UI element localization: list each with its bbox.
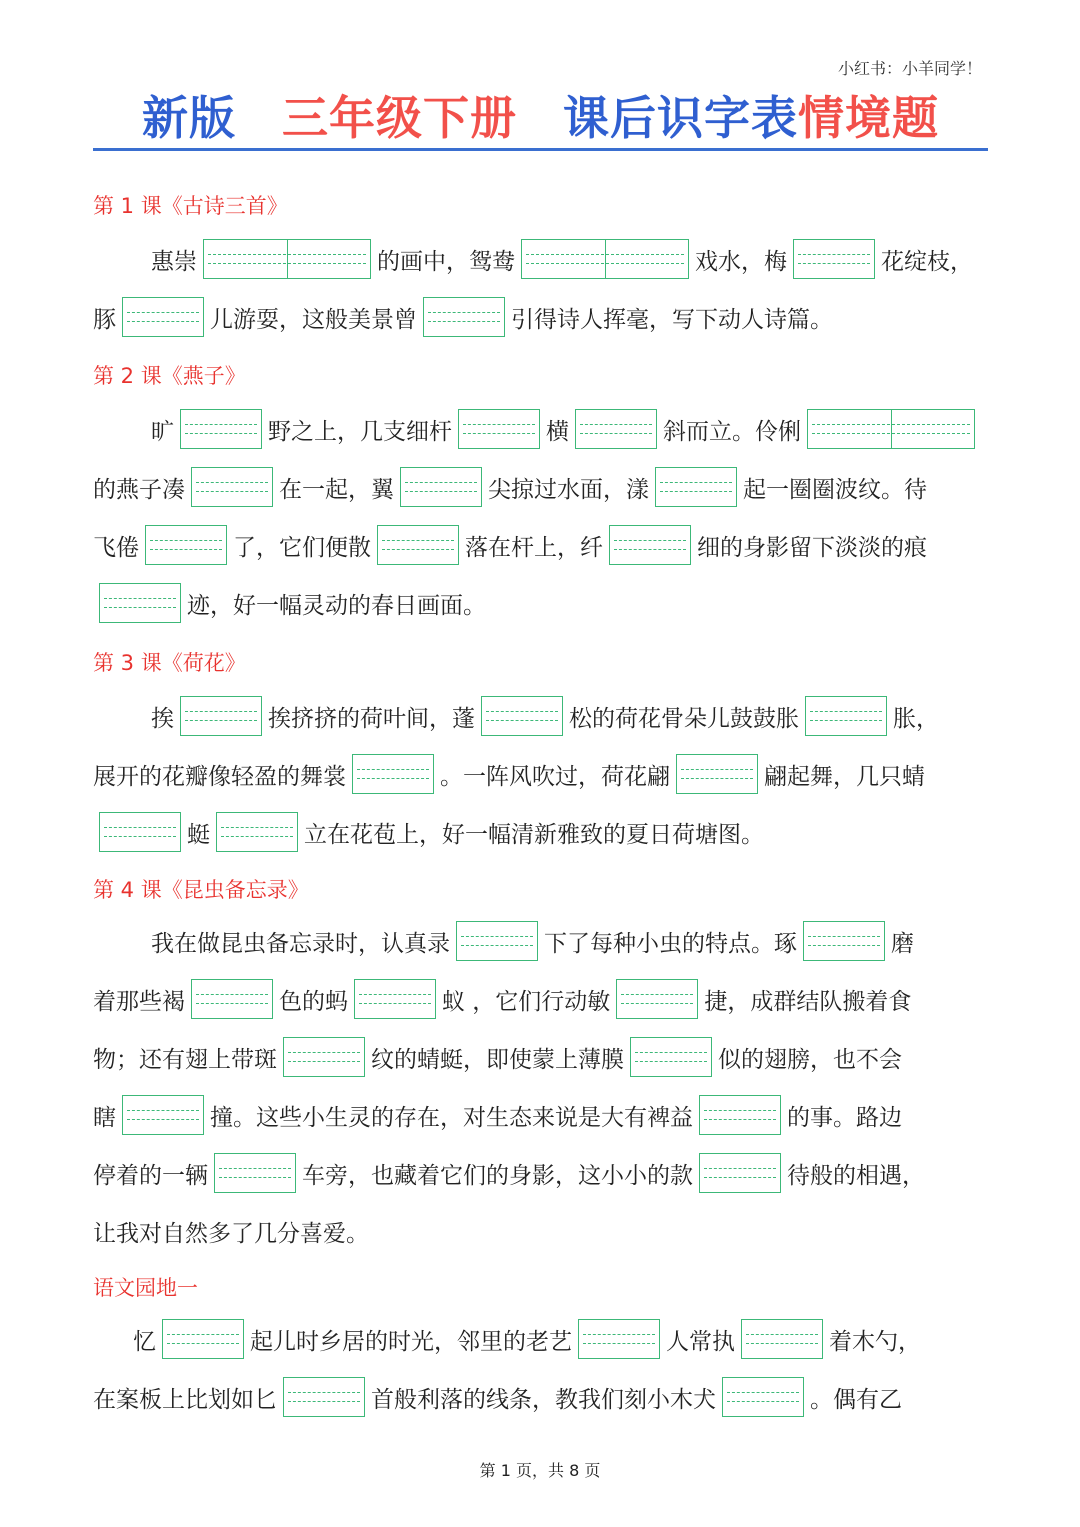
lesson-paragraph (93, 912, 993, 1260)
text-line (93, 912, 993, 970)
answer-box[interactable] (456, 921, 538, 961)
text-segment: 豚 (93, 306, 116, 333)
text-segment: 松的荷花骨朵儿鼓鼓胀 (569, 705, 799, 732)
text-segment: 立在花苞上，好一幅清新雅致的夏日荷塘图。 (304, 821, 764, 848)
text-segment: 花绽枝， (881, 248, 973, 275)
text-segment: 着木勺， (829, 1328, 921, 1355)
answer-box[interactable] (803, 921, 885, 961)
title-part-grade: 三年级下册 (282, 91, 517, 145)
answer-box[interactable] (699, 1095, 781, 1135)
lesson-paragraph (93, 400, 993, 632)
text-segment: 。偶有乙 (810, 1386, 902, 1413)
answer-box[interactable] (521, 239, 689, 279)
text-segment: 挨挤挤的荷叶间，蓬 (268, 705, 475, 732)
text-segment: 在一起，翼 (279, 476, 394, 503)
text-line (93, 687, 993, 745)
text-segment: 展开的花瓣像轻盈的舞裳 (93, 763, 346, 790)
answer-box[interactable] (216, 812, 298, 852)
answer-box[interactable] (807, 409, 975, 449)
answer-box[interactable] (805, 696, 887, 736)
text-segment: 翩起舞，几只蜻 (764, 763, 925, 790)
text-segment: 戏水，梅 (695, 248, 787, 275)
answer-box[interactable] (122, 1095, 204, 1135)
lesson-heading: 第 4 课《昆虫备忘录》 (93, 878, 309, 902)
lesson-heading: 语文园地一 (93, 1276, 198, 1300)
text-line (93, 458, 993, 516)
answer-box[interactable] (283, 1377, 365, 1417)
text-segment: 让我对自然多了几分喜爱。 (93, 1220, 369, 1247)
text-segment: 蜓 (187, 821, 210, 848)
answer-box[interactable] (575, 409, 657, 449)
text-segment: 飞倦 (93, 534, 139, 561)
text-segment: 起儿时乡居的时光，邻里的老艺 (250, 1328, 572, 1355)
answer-box[interactable] (122, 297, 204, 337)
text-line (93, 1310, 993, 1368)
answer-box[interactable] (354, 979, 436, 1019)
answer-box[interactable] (377, 525, 459, 565)
text-segment: 落在杆上，纤 (465, 534, 603, 561)
answer-box[interactable] (203, 239, 371, 279)
text-segment: 的燕子凑 (93, 476, 185, 503)
text-segment: 下了每种小虫的特点。琢 (544, 930, 797, 957)
text-segment: 在案板上比划如匕 (93, 1386, 277, 1413)
text-segment: 撞。这些小生灵的存在，对生态来说是大有裨益 (210, 1104, 693, 1131)
lesson-heading: 第 3 课《荷花》 (93, 651, 246, 675)
text-segment: 儿游耍，这般美景曾 (210, 306, 417, 333)
answer-box[interactable] (609, 525, 691, 565)
lesson-paragraph (93, 687, 993, 861)
text-segment: 似的翅膀，也不会 (718, 1046, 902, 1073)
text-line (93, 574, 993, 632)
lesson-paragraph (93, 1310, 993, 1426)
text-segment: 磨 (891, 930, 914, 957)
text-segment: 惠崇 (151, 248, 197, 275)
text-line (93, 803, 993, 861)
text-segment: 首般利落的线条，教我们刻小木犬 (371, 1386, 716, 1413)
text-segment: 。一阵风吹过，荷花翩 (440, 763, 670, 790)
author-credit: 小红书：小羊同学！ (837, 59, 982, 78)
text-line (93, 1028, 993, 1086)
text-line (93, 1086, 993, 1144)
answer-box[interactable] (741, 1319, 823, 1359)
answer-box[interactable] (283, 1037, 365, 1077)
answer-box[interactable] (676, 754, 758, 794)
answer-box[interactable] (458, 409, 540, 449)
answer-box[interactable] (180, 409, 262, 449)
text-segment: 尖掠过水面，漾 (488, 476, 649, 503)
answer-box[interactable] (145, 525, 227, 565)
text-line (93, 230, 993, 288)
text-segment: 待般的相遇， (787, 1162, 925, 1189)
answer-box[interactable] (180, 696, 262, 736)
text-segment: 纹的蜻蜓，即使蒙上薄膜 (371, 1046, 624, 1073)
text-segment: 横 (546, 418, 569, 445)
answer-box[interactable] (793, 239, 875, 279)
answer-box[interactable] (99, 812, 181, 852)
answer-box[interactable] (214, 1153, 296, 1193)
text-segment: 色的蚂 (279, 988, 348, 1015)
text-segment: 捷，成群结队搬着食 (704, 988, 912, 1015)
lesson-heading: 第 2 课《燕子》 (93, 364, 246, 388)
text-segment: 瞎 (93, 1104, 116, 1131)
text-line (93, 1144, 993, 1202)
page-title (93, 88, 988, 151)
text-segment: 车旁，也藏着它们的身影，这小小的款 (302, 1162, 693, 1189)
title-part-new: 新版 (142, 91, 236, 145)
answer-box[interactable] (352, 754, 434, 794)
text-segment: 人常执 (666, 1328, 735, 1355)
text-line (93, 1368, 993, 1426)
text-segment: 的事。路边 (787, 1104, 902, 1131)
text-segment: 胀， (893, 705, 939, 732)
answer-box[interactable] (630, 1037, 712, 1077)
answer-box[interactable] (481, 696, 563, 736)
text-segment: 旷 (151, 418, 174, 445)
answer-box[interactable] (423, 297, 505, 337)
answer-box[interactable] (191, 467, 273, 507)
answer-box[interactable] (400, 467, 482, 507)
text-segment: 停着的一辆 (93, 1162, 208, 1189)
text-segment: 野之上，几支细杆 (268, 418, 452, 445)
lesson-heading: 第 1 课《古诗三首》 (93, 194, 288, 218)
text-line (93, 1202, 993, 1260)
answer-box[interactable] (578, 1319, 660, 1359)
text-segment: 迹，好一幅灵动的春日画面。 (187, 592, 486, 619)
text-segment: 起一圈圈波纹。待 (743, 476, 927, 503)
title-part-table: 课后识字表 (563, 91, 798, 145)
lesson-paragraph (93, 230, 993, 346)
answer-box[interactable] (722, 1377, 804, 1417)
text-line (93, 745, 993, 803)
text-segment: 细的身影留下淡淡的痕 (697, 534, 927, 561)
answer-box[interactable] (699, 1153, 781, 1193)
text-line (93, 516, 993, 574)
text-segment: 挨 (151, 705, 174, 732)
text-segment: 着那些褐 (93, 988, 185, 1015)
text-segment: 蚁 ，它们行动敏 (442, 988, 611, 1015)
text-line (93, 400, 993, 458)
text-line (93, 288, 993, 346)
text-segment: 了，它们便散 (233, 534, 371, 561)
text-segment: 我在做昆虫备忘录时，认真录 (151, 930, 450, 957)
answer-box[interactable] (99, 583, 181, 623)
text-segment: 的画中，鸳鸯 (377, 248, 515, 275)
text-segment: 引得诗人挥毫，写下动人诗篇。 (511, 306, 833, 333)
text-segment: 物；还有翅上带斑 (93, 1046, 277, 1073)
text-segment: 斜而立。伶俐 (663, 418, 801, 445)
title-part-context: 情境题 (798, 91, 939, 145)
answer-box[interactable] (655, 467, 737, 507)
text-segment: 忆 (133, 1328, 156, 1355)
answer-box[interactable] (191, 979, 273, 1019)
answer-box[interactable] (616, 979, 698, 1019)
answer-box[interactable] (162, 1319, 244, 1359)
text-line (93, 970, 993, 1028)
page-number: 第 1 页，共 8 页 (479, 1461, 601, 1480)
